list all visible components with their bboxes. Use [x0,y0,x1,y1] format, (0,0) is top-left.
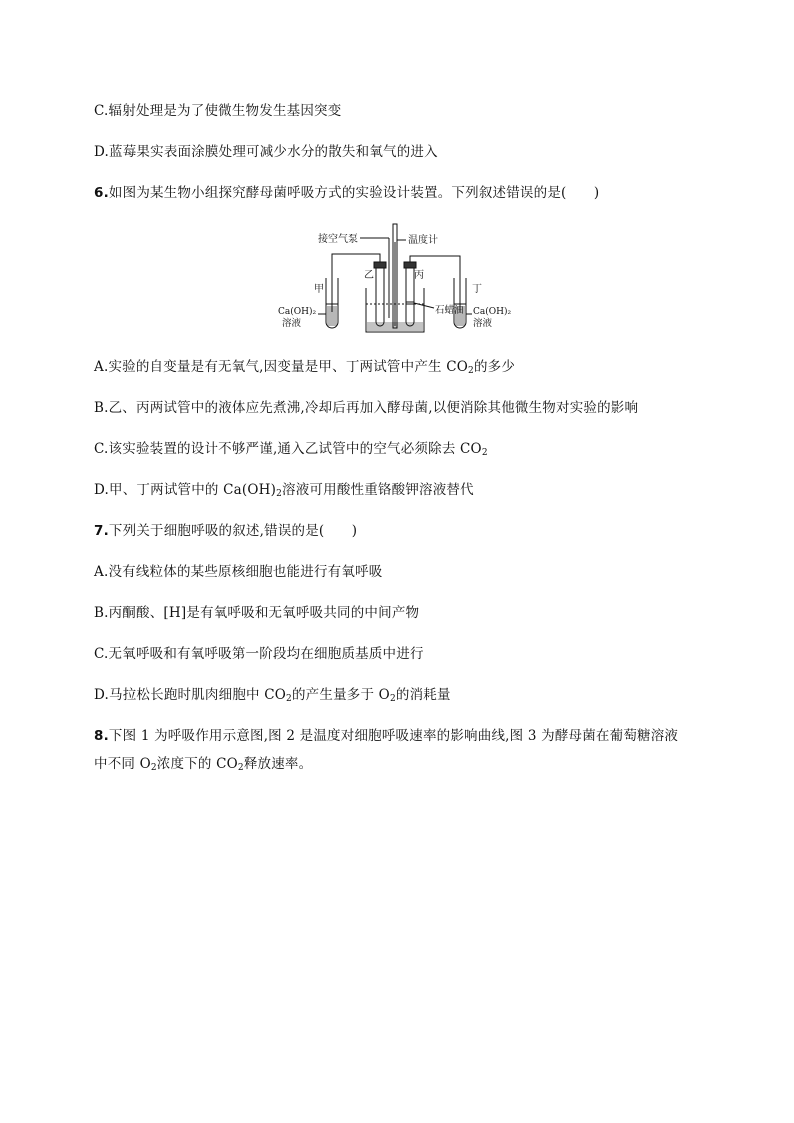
question-8-number: 8. [94,728,109,744]
label-pump: 接空气泵 [318,234,358,245]
question-7-stem [94,521,357,541]
question-7-option-a: A.没有线粒体的某些原核细胞也能进行有氧呼吸 [94,564,383,580]
test-tube-yi-icon [376,268,384,326]
question-7-text: 下列关于细胞呼吸的叙述,错误的是( ) [108,523,358,539]
question-6-stem [94,183,599,203]
question-7-option-c: C.无氧呼吸和有氧呼吸第一阶段均在细胞质基质中进行 [94,646,424,662]
question-6-option-c: C.该实验装置的设计不够严谨,通入乙试管中的空气必须除去 $CO_2$ [94,441,488,458]
prev-option-c: C.辐射处理是为了使微生物发生基因突变 [94,103,342,119]
question-6-number: 6. [94,185,109,201]
label-tube-yi: 乙 [364,270,374,281]
question-7-option-b: B.丙酮酸、[H]是有氧呼吸和无氧呼吸共同的中间产物 [94,605,420,621]
prev-option-d: D.蓝莓果实表面涂膜处理可减少水分的散失和氧气的进入 [94,144,438,160]
label-thermometer: 温度计 [408,235,438,246]
label-tube-bing: 丙 [414,270,424,281]
question-7-number: 7. [94,523,109,539]
label-tube-jia: 甲 [314,284,324,295]
question-6-option-d: D.甲、丁两试管中的 $Ca(OH)_2$溶液可用酸性重铬酸钾溶液替代 [94,482,474,499]
label-paraffin: 石蜡油 [435,305,464,316]
question-8-text-line2: 中不同 $O_2$浓度下的 $CO_2$释放速率。 [94,756,313,773]
question-8-text-line1: 下图 1 为呼吸作用示意图,图 2 是温度对细胞呼吸速率的影响曲线,图 3 为酵母菌在葡萄糖溶液 [108,728,679,744]
label-left-solution: 溶液 [282,318,302,329]
question-8-stem [94,726,678,746]
label-right-solution: 溶液 [473,318,493,329]
question-7-option-d: D.马拉松长跑时肌肉细胞中 $CO_2$的产生量多于 $O_2$的消耗量 [94,687,451,704]
yeast-respiration-apparatus-figure [274,218,520,334]
stopper-yi-icon [374,262,386,268]
stopper-bing-icon [404,262,416,268]
question-6-text: 如图为某生物小组探究酵母菌呼吸方式的实验设计装置。下列叙述错误的是( ) [108,185,600,201]
test-tube-bing-icon [406,268,414,326]
label-left-reagent: Ca(OH)₂ [278,307,317,317]
question-6-option-b: B.乙、丙两试管中的液体应先煮沸,冷却后再加入酵母菌,以便消除其他微生物对实验的影响 [94,400,639,416]
label-right-reagent: Ca(OH)₂ [473,307,512,317]
question-6-option-a: A.实验的自变量是有无氧气,因变量是甲、丁两试管中产生 $CO_2$的多少 [94,359,516,376]
label-tube-ding: 丁 [472,284,482,295]
